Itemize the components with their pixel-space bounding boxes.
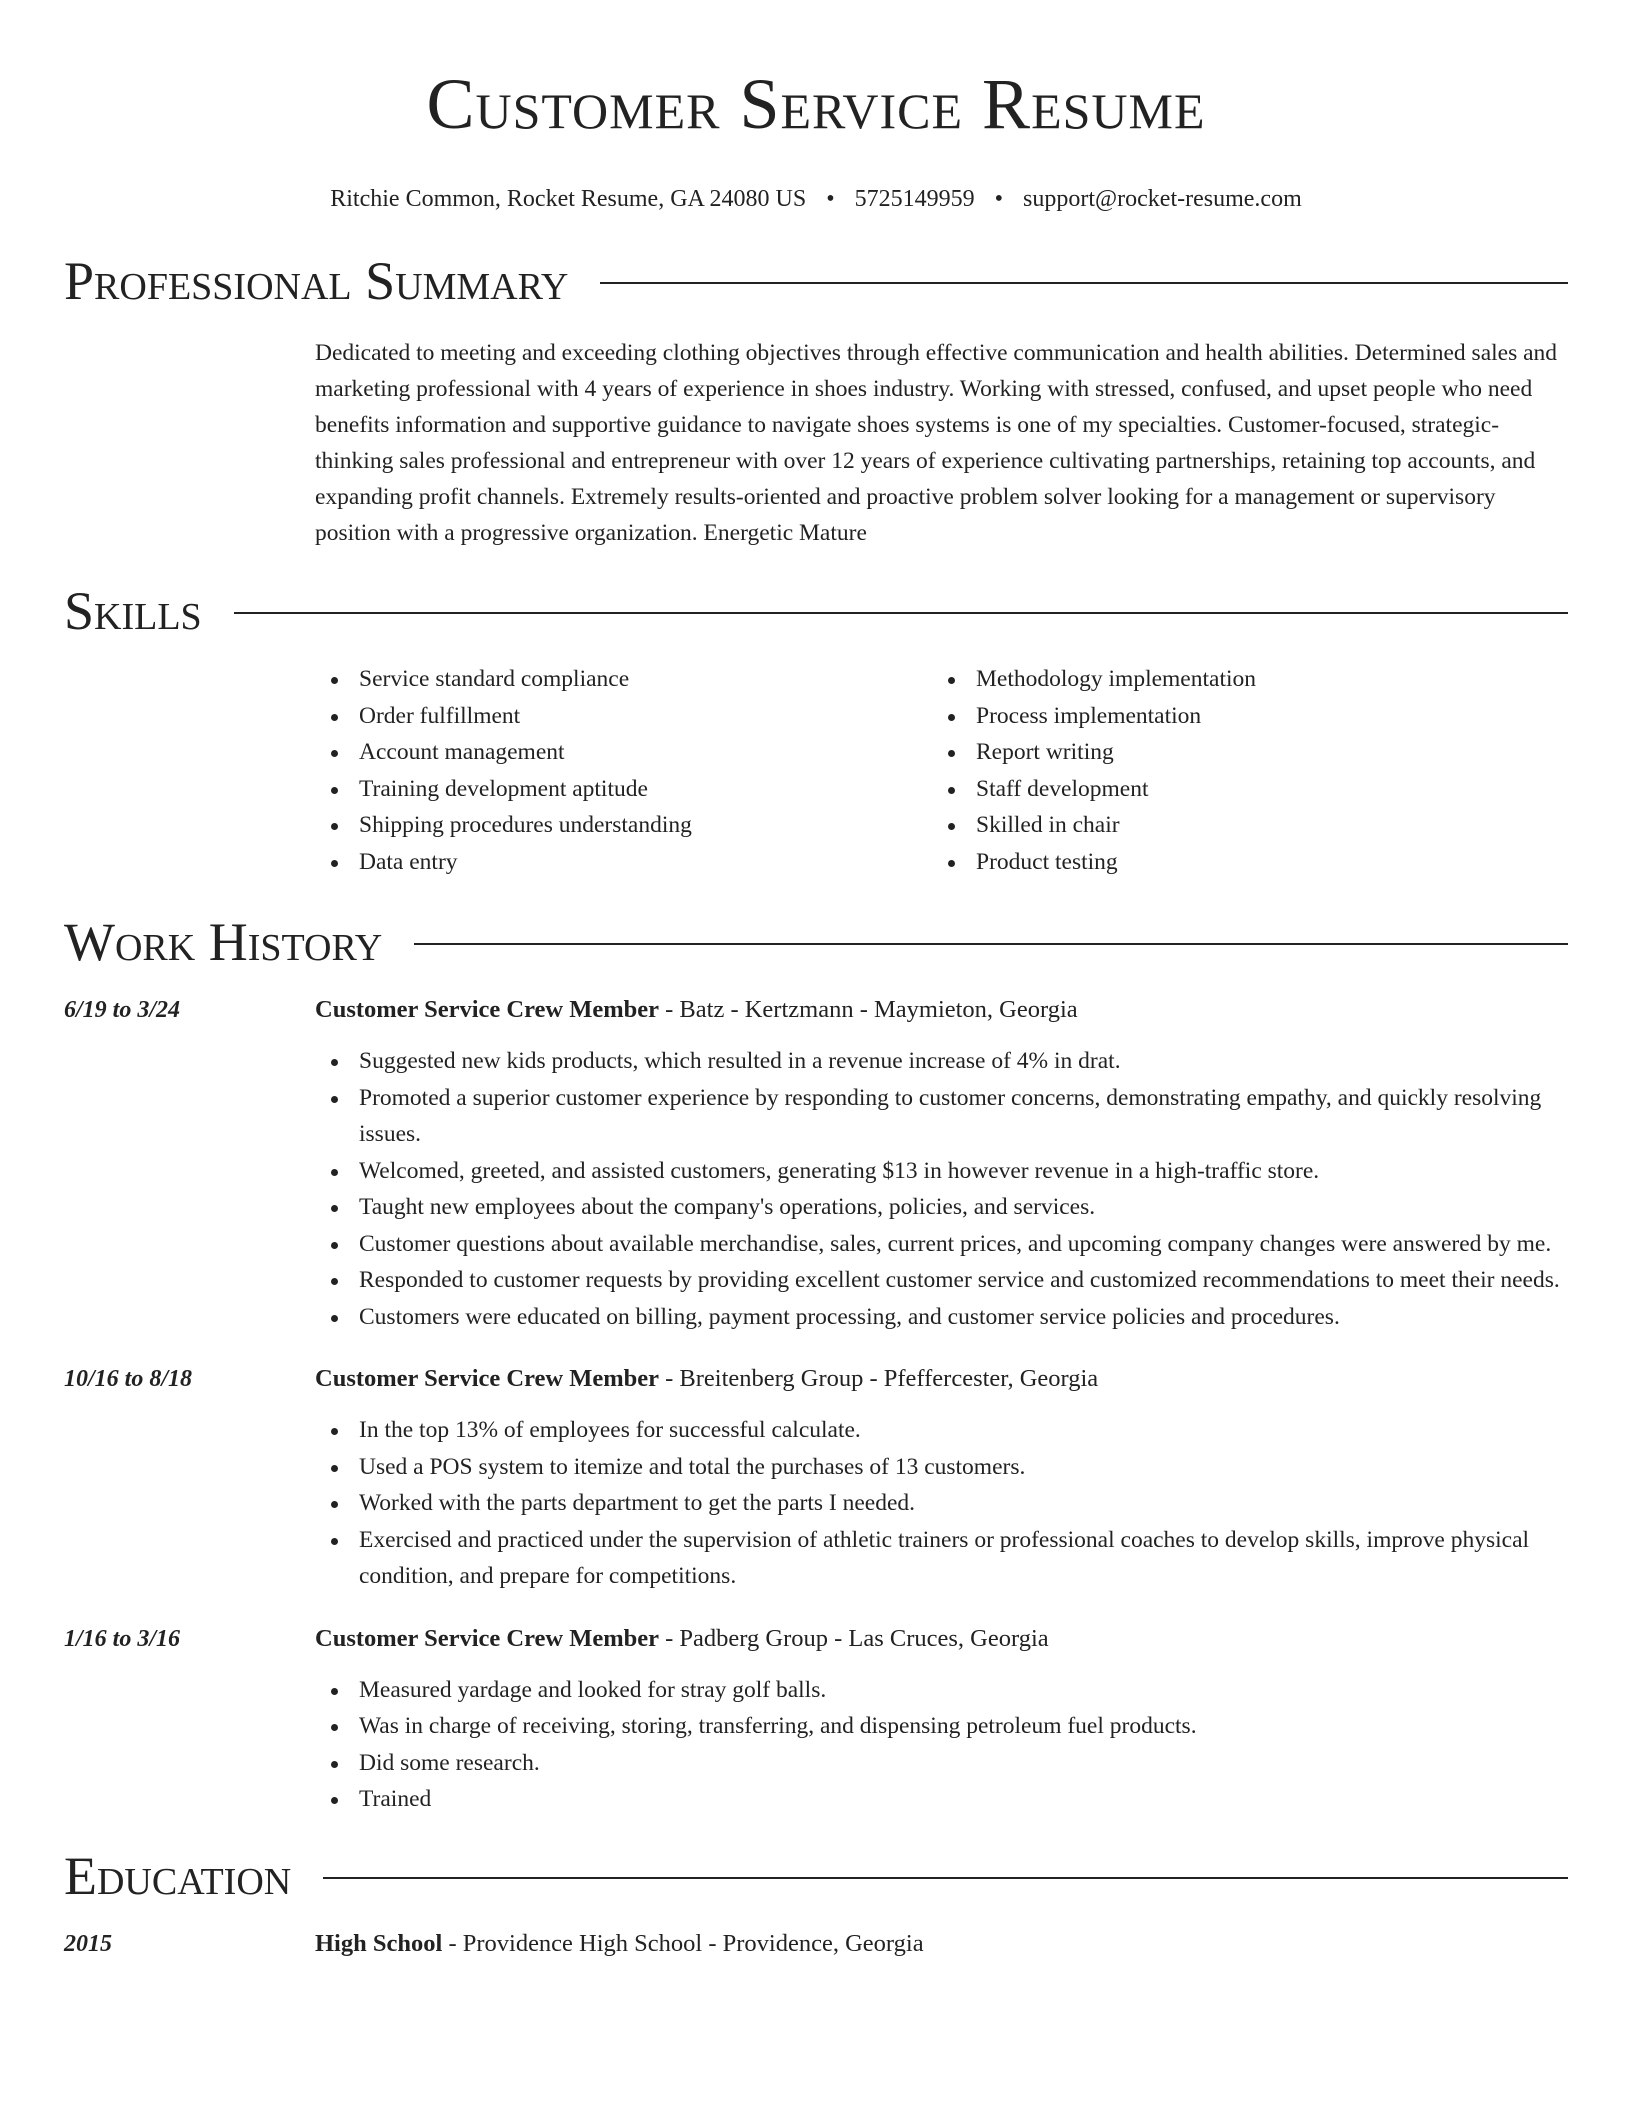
duty-item: Did some research. [315, 1745, 1568, 1782]
contact-separator: • [994, 186, 1004, 212]
job-entry [64, 1361, 1568, 1595]
education-year: 2015 [64, 1930, 112, 1957]
summary-text: Dedicated to meeting and exceeding clothing objectives through effective communication and health abilities. Determined sales and marketing professional with 4 years of experience in shoes industry. Working with stressed, confused, and upset people who need benefits information and supportive guidance to navigate shoes systems is one of my specialties. Customer-focused, strategic-thinking sales professional and entrepreneur with over 12 years of experience cultivating partnerships, retaining top accounts, and expanding profit channels. Extremely results-oriented and proactive problem solver looking for a management or supervisory position with a progressive organization. Energetic Mature [315, 340, 1558, 546]
job-duties [315, 1412, 1568, 1595]
contact-email: support@rocket-resume.com [1023, 186, 1302, 212]
contact-separator: • [826, 186, 835, 212]
duty-item: Welcomed, greeted, and assisted customers, generating $13 in however revenue in a high-traffic store. [315, 1153, 1568, 1190]
job-title-line [315, 992, 1078, 1028]
job-employer-location: - Padberg Group - Las Cruces, Georgia [659, 1624, 1049, 1652]
skills-column-right [932, 661, 1549, 880]
section-title-education: Education [64, 1845, 292, 1906]
duty-item: Exercised and practiced under the supervision of athletic trainers or professional coaches to develop skills, improve physical condition, and prepare for competitions. [315, 1522, 1568, 1595]
skill-item: Service standard compliance [315, 661, 932, 698]
section-divider [600, 282, 1568, 284]
job-title-line [315, 1361, 1098, 1397]
skill-item: Product testing [932, 844, 1549, 881]
education-school-location: - Providence High School - Providence, Georgia [442, 1929, 924, 1957]
duty-item: Used a POS system to itemize and total the purchases of 13 customers. [315, 1449, 1568, 1486]
skill-item: Data entry [315, 844, 932, 881]
work-section-header [64, 910, 1568, 974]
skills-section-header [64, 579, 1568, 643]
job-role: Customer Service Crew Member [315, 1624, 660, 1652]
section-divider [414, 943, 1568, 945]
skill-item: Methodology implementation [932, 661, 1549, 698]
job-title-line [315, 1621, 1049, 1657]
education-section-header [64, 1844, 1568, 1908]
contact-address: Ritchie Common, Rocket Resume, GA 24080 US [330, 186, 807, 212]
education-entry [64, 1926, 1568, 1962]
duty-item: Taught new employees about the company's operations, policies, and services. [315, 1189, 1568, 1226]
section-title-summary: Professional Summary [64, 251, 569, 311]
section-divider [323, 1877, 1568, 1879]
summary-section-header [64, 249, 1568, 313]
skill-item: Order fulfillment [315, 698, 932, 735]
duty-item: Trained [315, 1781, 1568, 1818]
duty-item: Worked with the parts department to get the parts I needed. [315, 1485, 1568, 1522]
education-line [315, 1926, 924, 1962]
job-employer-location: - Breitenberg Group - Pfeffercester, Georgia [659, 1365, 1099, 1392]
skill-item: Staff development [932, 771, 1549, 808]
duty-item: Customers were educated on billing, payment processing, and customer service policies and procedures. [315, 1299, 1568, 1336]
duty-item: Suggested new kids products, which resulted in a revenue increase of 4% in drat. [315, 1043, 1568, 1080]
duty-item: Measured yardage and looked for stray golf balls. [315, 1672, 1568, 1709]
job-dates: 6/19 to 3/24 [64, 997, 181, 1023]
section-title-work-history: Work History [64, 912, 383, 972]
duty-item: Was in charge of receiving, storing, transferring, and dispensing petroleum fuel products. [315, 1708, 1568, 1745]
job-role: Customer Service Crew Member [315, 996, 660, 1023]
skill-item: Process implementation [932, 698, 1549, 735]
job-duties [315, 1043, 1568, 1335]
resume-page [64, 0, 1568, 1962]
skills-list [315, 661, 1568, 880]
section-divider [234, 612, 1568, 614]
job-employer-location: - Batz - Kertzmann - Maymieton, Georgia [659, 996, 1078, 1023]
skill-item: Shipping procedures understanding [315, 807, 932, 844]
skill-item: Skilled in chair [932, 807, 1549, 844]
duty-item: Promoted a superior customer experience by responding to customer concerns, demonstrating empathy, and quickly resolving issues. [315, 1080, 1568, 1153]
section-title-skills: Skills [64, 581, 202, 641]
job-dates: 1/16 to 3/16 [64, 1625, 181, 1652]
job-dates: 10/16 to 8/18 [64, 1366, 193, 1392]
contact-line [64, 183, 1568, 215]
job-role: Customer Service Crew Member [315, 1365, 660, 1392]
job-duties [315, 1672, 1568, 1818]
skills-column-left [315, 661, 932, 880]
job-entry [64, 992, 1568, 1335]
duty-item: Responded to customer requests by providing excellent customer service and customized recommendations to meet their needs. [315, 1262, 1568, 1299]
document-title: Customer Service Resume [426, 64, 1206, 144]
duty-item: In the top 13% of employees for successful calculate. [315, 1412, 1568, 1449]
duty-item: Customer questions about available merchandise, sales, current prices, and upcoming company changes were answered by me. [315, 1226, 1568, 1263]
skill-item: Report writing [932, 734, 1549, 771]
skill-item: Account management [315, 734, 932, 771]
skill-item: Training development aptitude [315, 771, 932, 808]
education-degree: High School [315, 1929, 443, 1957]
job-entry [64, 1621, 1568, 1818]
contact-phone: 5725149959 [854, 186, 975, 212]
